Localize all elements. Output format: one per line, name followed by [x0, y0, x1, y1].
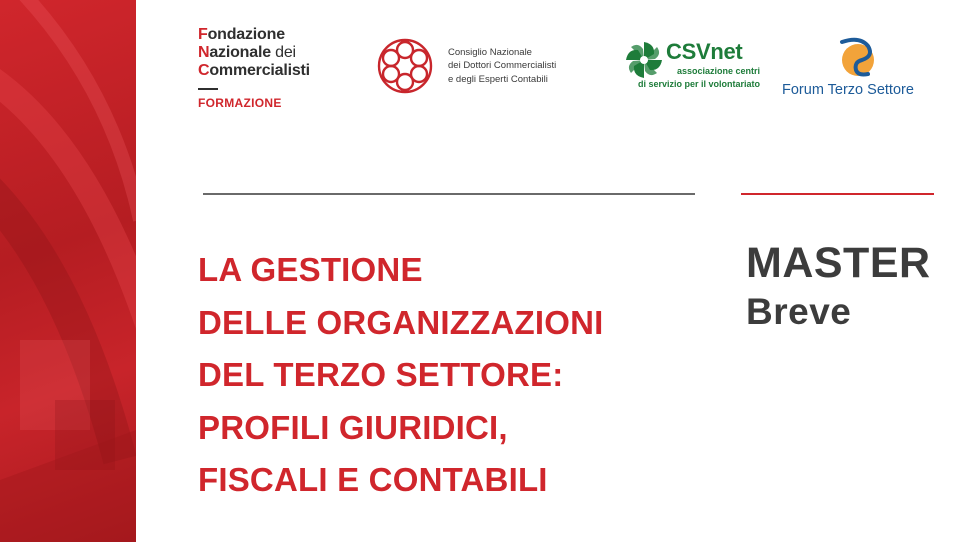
- fnc-logo-rule: [198, 88, 218, 90]
- forum-logo-name: Forum Terzo Settore: [782, 82, 914, 98]
- pinwheel-icon: [624, 40, 664, 80]
- breve-label: Breve: [746, 291, 852, 332]
- fnc-logo-line: Fondazione: [198, 26, 285, 43]
- decorative-side-band: [0, 0, 136, 542]
- csvnet-logo-name: CSVnet: [666, 39, 743, 64]
- cndcec-logo-text: Consiglio Nazionale dei Dottori Commercialisti e degli Esperti Contabili: [448, 46, 557, 85]
- page-title: [198, 244, 603, 507]
- rosette-emblem-icon: [372, 36, 438, 96]
- master-label: MASTER: [746, 239, 931, 287]
- csvnet-logo-tagline: di servizio per il volontariato: [637, 79, 760, 89]
- divider-red: [741, 193, 934, 195]
- forum-terzo-settore-logo: [782, 34, 942, 100]
- fnc-logo-line: Nazionale dei: [198, 44, 296, 61]
- fnc-logo-subtitle: FORMAZIONE: [198, 96, 282, 110]
- title-line: PROFILI GIURIDICI,: [198, 408, 508, 446]
- title-line: DELLE ORGANIZZAZIONI: [198, 303, 604, 341]
- csvnet-logo-tagline: associazione centri: [676, 66, 760, 76]
- cndcec-logo: [372, 36, 556, 96]
- title-line: LA GESTIONE: [198, 251, 423, 288]
- swirl-globe-icon: [834, 34, 878, 80]
- side-band-pattern: [0, 0, 136, 542]
- title-line: DEL TERZO SETTORE:: [198, 356, 564, 393]
- fnc-logo: [198, 26, 310, 110]
- divider-gray: [203, 193, 695, 195]
- csvnet-logo: [622, 38, 762, 98]
- title-line: FISCALI E CONTABILI: [198, 461, 548, 498]
- fnc-logo-line: Commercialisti: [198, 62, 310, 79]
